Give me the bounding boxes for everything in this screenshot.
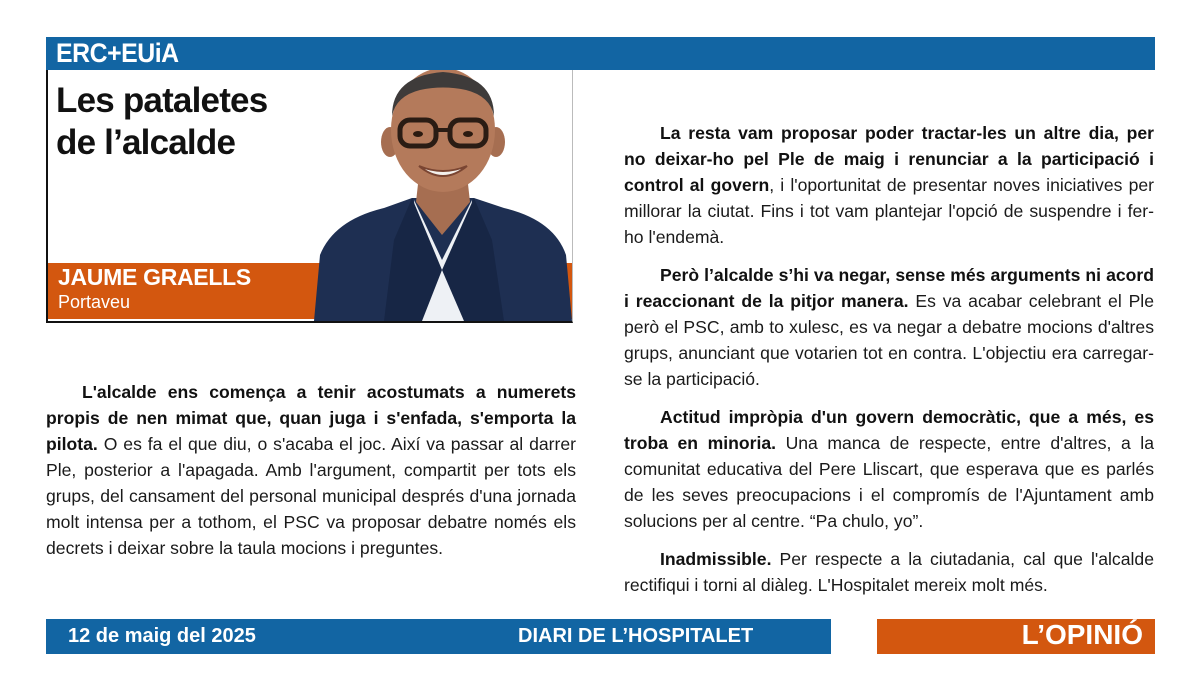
section-name: L’OPINIÓ <box>1021 619 1143 650</box>
section-label <box>877 619 1155 654</box>
article-column-right <box>624 120 1154 610</box>
headline-line-1: Les pataletes <box>56 81 268 120</box>
newspaper-name: DIARI DE L’HOSPITALET <box>518 625 754 647</box>
paragraph-3-lead: Però l’alcalde s’hi va negar, sense més arguments ni acord i reaccionant de la pitjor manera. <box>624 265 1154 311</box>
headline <box>56 80 267 164</box>
paragraph-3-body: Es va acabar celebrant el Ple però el PSC, amb to xulesc, es va negar a debatre mocions d'altres grups, anunciant que votarien tot en contra. L'objectiu era carregar-se la participació. <box>624 291 1154 389</box>
publication-date: 12 de maig del 2025 <box>68 625 256 647</box>
footer-bar <box>46 619 831 654</box>
paragraph-4 <box>624 404 1154 534</box>
article-column-left <box>46 379 576 573</box>
paragraph-5-lead: Inadmissible. <box>660 549 772 569</box>
paragraph-1 <box>46 379 576 561</box>
author-portrait <box>314 70 572 321</box>
paragraph-4-body: Una manca de respecte, entre d'altres, a la comunitat educativa del Pere Lliscart, que esperava que es parlés de les seves preocupacions i el compromís de l'Ajuntament amb solucions per al centre. “Pa chulo, yo”. <box>624 433 1154 531</box>
paragraph-5 <box>624 546 1154 598</box>
party-banner <box>46 37 1155 70</box>
paragraph-1-body: O es fa el que diu, o s'acaba el joc. Així va passar al darrer Ple, posterior a l'apagada. Amb l'argument, compartit per tots els grups, del cansament del personal municipal després d'una jornada molt intensa per a tothom, el PSC va proposar debatre només els decrets i deixar sobre la taula mocions i preguntes. <box>46 434 576 558</box>
party-name: ERC+EUiA <box>56 38 179 68</box>
paragraph-5-body: Per respecte a la ciutadania, cal que l'alcalde rectifiqui i torni al diàleg. L'Hospitalet mereix molt més. <box>624 549 1154 595</box>
author-role: Portaveu <box>58 292 131 312</box>
author-name: JAUME GRAELLS <box>58 264 251 290</box>
paragraph-2-body: , i l'oportunitat de presentar noves iniciatives per millorar la ciutat. Fins i tot vam plantejar l'opció de suspendre i fer-ho l'endemà. <box>624 175 1154 247</box>
headline-box <box>46 70 573 323</box>
paragraph-1-lead: L'alcalde ens comença a tenir acostumats a numerets propis de nen mimat que, quan juga i s'enfada, s'emporta la pilota. <box>46 382 576 454</box>
paragraph-4-lead: Actitud impròpia d'un govern democràtic, que a més, es troba en minoria. <box>624 407 1154 453</box>
paragraph-3 <box>624 262 1154 392</box>
paragraph-2 <box>624 120 1154 250</box>
headline-line-2: de l’alcalde <box>56 123 236 162</box>
paragraph-2-lead: La resta vam proposar poder tractar-les un altre dia, per no deixar-ho pel Ple de maig i renunciar a la participació i control al govern <box>624 123 1154 195</box>
